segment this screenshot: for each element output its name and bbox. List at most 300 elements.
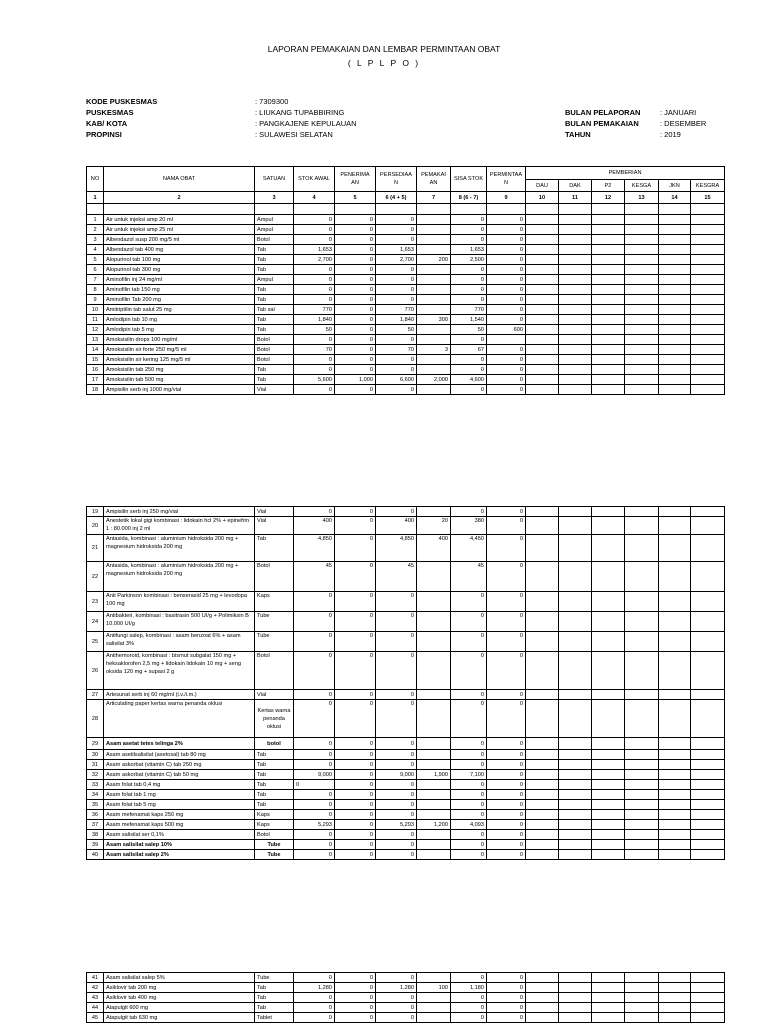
row-number: 42 xyxy=(87,983,104,993)
persediaan: 0 xyxy=(376,700,417,738)
pemberian-cell xyxy=(592,285,625,295)
sisa-stok: 0 xyxy=(451,800,487,810)
drug-name: Articulating paper kertas warna penanda oklusi xyxy=(104,700,255,738)
table-row xyxy=(87,592,725,612)
pemberian-cell xyxy=(526,840,559,850)
pemberian-cell xyxy=(559,235,592,245)
pemberian-cell xyxy=(526,275,559,285)
stok-awal: 0 xyxy=(294,750,335,760)
pemberian-cell xyxy=(691,592,725,612)
row-number: 10 xyxy=(87,305,104,315)
row-number: 3 xyxy=(87,235,104,245)
row-number: 44 xyxy=(87,1003,104,1013)
row-number: 1 xyxy=(87,215,104,225)
persediaan: 1,840 xyxy=(376,315,417,325)
spacer-row xyxy=(87,204,725,215)
pemberian-cell xyxy=(659,562,691,592)
row-number: 19 xyxy=(87,507,104,517)
info-value: : LIUKANG TUPABBIRING xyxy=(255,108,345,117)
pemberian-cell xyxy=(526,315,559,325)
row-number: 13 xyxy=(87,335,104,345)
pemberian-cell xyxy=(659,325,691,335)
pemberian-cell xyxy=(592,993,625,1003)
stok-awal: 5,600 xyxy=(294,375,335,385)
permintaan: 0 xyxy=(487,770,526,780)
unit: Tab xyxy=(255,983,294,993)
permintaan: 0 xyxy=(487,760,526,770)
pemberian-cell xyxy=(592,235,625,245)
drug-name: Asam asetat tetes telinga 2% xyxy=(104,738,255,750)
unit: Kertas warna penanda oklusi xyxy=(255,700,294,738)
pemberian-cell xyxy=(592,830,625,840)
permintaan: 0 xyxy=(487,790,526,800)
drug-name: Amoksisilin sir kering 125 mg/5 ml xyxy=(104,355,255,365)
pemberian-cell xyxy=(625,700,659,738)
row-number: 35 xyxy=(87,800,104,810)
pemberian-cell xyxy=(625,973,659,983)
pemakaian xyxy=(417,305,451,315)
pemberian-cell xyxy=(659,335,691,345)
header-pemberian: PEMBERIAN xyxy=(526,167,725,180)
unit: Tab xyxy=(255,790,294,800)
row-number: 26 xyxy=(87,652,104,690)
unit: Tube xyxy=(255,632,294,652)
pemberian-cell xyxy=(559,275,592,285)
pemberian-cell xyxy=(625,385,659,395)
pemberian-cell xyxy=(691,562,725,592)
pemberian-cell xyxy=(691,973,725,983)
pemberian-cell xyxy=(526,215,559,225)
pemberian-cell xyxy=(691,295,725,305)
permintaan: 600 xyxy=(487,325,526,335)
drug-name: Air untuk injeksi amp 20 ml xyxy=(104,215,255,225)
penerimaan: 0 xyxy=(335,215,376,225)
unit: Tab xyxy=(255,800,294,810)
penerimaan: 0 xyxy=(335,345,376,355)
unit: Tube xyxy=(255,973,294,983)
sisa-stok: 0 xyxy=(451,790,487,800)
table-row xyxy=(87,973,725,983)
row-number: 36 xyxy=(87,810,104,820)
pemberian-cell xyxy=(526,820,559,830)
pemakaian xyxy=(417,993,451,1003)
pemberian-cell xyxy=(625,738,659,750)
pemberian-cell xyxy=(659,592,691,612)
unit: Botol xyxy=(255,562,294,592)
pemakaian xyxy=(417,652,451,690)
pemberian-cell xyxy=(592,385,625,395)
pemberian-cell xyxy=(659,355,691,365)
permintaan: 0 xyxy=(487,800,526,810)
pemberian-cell xyxy=(526,592,559,612)
pemberian-cell xyxy=(559,1003,592,1013)
table-row xyxy=(87,612,725,632)
pemberian-cell xyxy=(625,562,659,592)
pemberian-cell xyxy=(592,1003,625,1013)
sisa-stok: 4,093 xyxy=(451,820,487,830)
table-row xyxy=(87,993,725,1003)
sisa-stok: 0 xyxy=(451,385,487,395)
pemberian-cell xyxy=(691,612,725,632)
drug-name: Atapulgit 600 mg xyxy=(104,1003,255,1013)
pemberian-cell xyxy=(526,345,559,355)
unit: Botol xyxy=(255,345,294,355)
stok-awal: 0 xyxy=(294,632,335,652)
pemberian-cell xyxy=(559,562,592,592)
row-number: 7 xyxy=(87,275,104,285)
sisa-stok: 0 xyxy=(451,993,487,1003)
pemberian-cell xyxy=(625,315,659,325)
info-value: : PANGKAJENE KEPULAUAN xyxy=(255,119,357,128)
pemberian-cell xyxy=(659,800,691,810)
header-number: 7 xyxy=(417,192,451,204)
pemberian-cell xyxy=(559,850,592,860)
penerimaan: 0 xyxy=(335,840,376,850)
pemberian-cell xyxy=(691,840,725,850)
drug-name: Aminofilin tab 150 mg xyxy=(104,285,255,295)
pemberian-cell xyxy=(559,592,592,612)
drug-name: Asam mefenamat kaps 500 mg xyxy=(104,820,255,830)
pemberian-cell xyxy=(625,335,659,345)
pemberian-cell xyxy=(691,225,725,235)
info-right-labels xyxy=(565,107,640,140)
drug-name: Air untuk injeksi amp 25 ml xyxy=(104,225,255,235)
table-row xyxy=(87,1013,725,1023)
penerimaan: 0 xyxy=(335,592,376,612)
pemberian-cell xyxy=(659,652,691,690)
pemberian-cell xyxy=(625,612,659,632)
table-row xyxy=(87,790,725,800)
pemberian-cell xyxy=(559,1013,592,1023)
persediaan: 400 xyxy=(376,517,417,535)
sisa-stok: 0 xyxy=(451,275,487,285)
pemberian-cell xyxy=(526,507,559,517)
pemberian-cell xyxy=(559,738,592,750)
pemakaian: 20 xyxy=(417,517,451,535)
pemberian-cell xyxy=(625,993,659,1003)
pemberian-cell xyxy=(526,335,559,345)
sisa-stok: 0 xyxy=(451,750,487,760)
drug-name: Antifungi salep, kombinasi : asam benzoat 6% + asam salisilat 3% xyxy=(104,632,255,652)
row-number: 25 xyxy=(87,632,104,652)
penerimaan: 0 xyxy=(335,265,376,275)
info-label: KODE PUSKESMAS xyxy=(86,97,158,106)
header-stok-awal: STOK AWAL xyxy=(294,167,335,192)
pemberian-cell xyxy=(559,652,592,690)
stok-awal: 0 xyxy=(294,365,335,375)
unit: Tab xyxy=(255,993,294,1003)
row-number: 27 xyxy=(87,690,104,700)
pemberian-cell xyxy=(526,385,559,395)
drug-name: Asam folat tab 5 mg xyxy=(104,800,255,810)
pemberian-cell xyxy=(592,790,625,800)
unit: Botol xyxy=(255,830,294,840)
pemberian-cell xyxy=(691,993,725,1003)
permintaan: 0 xyxy=(487,255,526,265)
permintaan: 0 xyxy=(487,265,526,275)
sisa-stok: 0 xyxy=(451,285,487,295)
header-sisa-stok: SISA STOK xyxy=(451,167,487,192)
pemakaian xyxy=(417,810,451,820)
row-number: 15 xyxy=(87,355,104,365)
pemakaian xyxy=(417,840,451,850)
pemberian-cell xyxy=(559,800,592,810)
pemberian-cell xyxy=(691,345,725,355)
sisa-stok: 2,500 xyxy=(451,255,487,265)
penerimaan: 0 xyxy=(335,690,376,700)
row-number: 8 xyxy=(87,285,104,295)
unit: Botol xyxy=(255,335,294,345)
pemberian-cell xyxy=(625,770,659,780)
permintaan: 0 xyxy=(487,315,526,325)
penerimaan: 0 xyxy=(335,820,376,830)
unit: Vial xyxy=(255,690,294,700)
pemberian-cell xyxy=(526,375,559,385)
pemberian-cell xyxy=(559,973,592,983)
stok-awal: 4,850 xyxy=(294,535,335,562)
pemberian-cell xyxy=(691,830,725,840)
permintaan: 0 xyxy=(487,295,526,305)
permintaan: 0 xyxy=(487,850,526,860)
unit: Tablet xyxy=(255,1013,294,1023)
pemberian-cell xyxy=(659,225,691,235)
pemakaian xyxy=(417,385,451,395)
pemberian-cell xyxy=(592,810,625,820)
table-row xyxy=(87,375,725,385)
persediaan: 4,850 xyxy=(376,535,417,562)
pemberian-cell xyxy=(526,738,559,750)
pemberian-cell xyxy=(559,993,592,1003)
pemberian-cell xyxy=(592,1013,625,1023)
info-value: : SULAWESI SELATAN xyxy=(255,130,333,139)
stok-awal: 0 xyxy=(294,592,335,612)
unit: botol xyxy=(255,738,294,750)
pemberian-cell xyxy=(559,632,592,652)
persediaan: 0 xyxy=(376,750,417,760)
pemakaian: 100 xyxy=(417,983,451,993)
sisa-stok: 0 xyxy=(451,612,487,632)
row-number: 30 xyxy=(87,750,104,760)
pemberian-cell xyxy=(526,562,559,592)
row-number: 16 xyxy=(87,365,104,375)
pemberian-cell xyxy=(559,285,592,295)
persediaan: 0 xyxy=(376,800,417,810)
table-row xyxy=(87,850,725,860)
persediaan: 0 xyxy=(376,275,417,285)
drug-name: Antihemoroid, kombinasi : bismut subgalat 150 mg + heksaklorofen 2,5 mg + lidokain lidokain 10 mg + seng oksida 120 mg + supasi 2 g xyxy=(104,652,255,690)
pemberian-cell xyxy=(691,335,725,345)
row-number: 40 xyxy=(87,850,104,860)
stok-awal: 0 xyxy=(294,225,335,235)
pemberian-cell xyxy=(659,840,691,850)
persediaan: 1,280 xyxy=(376,983,417,993)
pemberian-cell xyxy=(526,800,559,810)
table-row xyxy=(87,365,725,375)
persediaan: 9,000 xyxy=(376,770,417,780)
stok-awal: 0 xyxy=(294,295,335,305)
pemakaian xyxy=(417,592,451,612)
permintaan: 0 xyxy=(487,973,526,983)
penerimaan: 0 xyxy=(335,850,376,860)
unit: Kaps xyxy=(255,820,294,830)
stok-awal: 70 xyxy=(294,345,335,355)
table-row xyxy=(87,738,725,750)
unit: Tab xyxy=(255,375,294,385)
pemberian-cell xyxy=(559,265,592,275)
drug-name: Antibakteri, kombinasi : basitrasin 500 UI/g + Polimiksin B 10.000 UI/g xyxy=(104,612,255,632)
pemberian-cell xyxy=(625,215,659,225)
stok-awal: 0 xyxy=(294,235,335,245)
sisa-stok: 0 xyxy=(451,738,487,750)
header-number: 8 (6 - 7) xyxy=(451,192,487,204)
pemberian-cell xyxy=(526,700,559,738)
pemberian-cell xyxy=(526,983,559,993)
sisa-stok: 7,100 xyxy=(451,770,487,780)
row-number: 24 xyxy=(87,612,104,632)
stok-awal: 0 xyxy=(294,215,335,225)
pemberian-cell xyxy=(592,375,625,385)
pemberian-cell xyxy=(625,305,659,315)
penerimaan: 0 xyxy=(335,770,376,780)
header-number: 4 xyxy=(294,192,335,204)
sisa-stok: 4,600 xyxy=(451,375,487,385)
drug-name: Anti Parkinson kombinasi : benserasid 25 mg + levodopa 100 mg xyxy=(104,592,255,612)
pemberian-cell xyxy=(592,780,625,790)
pemberian-cell xyxy=(659,973,691,983)
table-row xyxy=(87,840,725,850)
header-pemakaian: PEMAKAI AN xyxy=(417,167,451,192)
stok-awal: 400 xyxy=(294,517,335,535)
permintaan: 0 xyxy=(487,562,526,592)
pemberian-cell xyxy=(526,305,559,315)
stok-awal: 0 xyxy=(294,652,335,690)
pemberian-cell xyxy=(559,760,592,770)
pemberian-cell xyxy=(559,535,592,562)
stok-awal: 0 xyxy=(294,335,335,345)
unit: Vial xyxy=(255,385,294,395)
pemberian-cell xyxy=(659,535,691,562)
pemberian-cell xyxy=(592,840,625,850)
penerimaan: 0 xyxy=(335,335,376,345)
drug-name: Amoksisilin drops 100 mg/ml xyxy=(104,335,255,345)
persediaan: 0 xyxy=(376,592,417,612)
pemberian-cell xyxy=(592,535,625,562)
pemberian-cell xyxy=(526,355,559,365)
pemberian-cell xyxy=(592,335,625,345)
pemberian-cell xyxy=(691,800,725,810)
pemberian-cell xyxy=(691,1003,725,1013)
sisa-stok: 0 xyxy=(451,295,487,305)
row-number: 29 xyxy=(87,738,104,750)
permintaan: 0 xyxy=(487,517,526,535)
table-row xyxy=(87,215,725,225)
table-row xyxy=(87,820,725,830)
row-number: 2 xyxy=(87,225,104,235)
pemakaian: 1,200 xyxy=(417,820,451,830)
pemberian-cell xyxy=(559,750,592,760)
stok-awal: 0 xyxy=(294,973,335,983)
pemakaian xyxy=(417,790,451,800)
row-number: 17 xyxy=(87,375,104,385)
header-number: 15 xyxy=(691,192,725,204)
permintaan: 0 xyxy=(487,235,526,245)
drug-name: Aminofilin Tab 200 mg xyxy=(104,295,255,305)
pemakaian: 1,900 xyxy=(417,770,451,780)
pemberian-cell xyxy=(625,535,659,562)
pemberian-cell xyxy=(592,983,625,993)
pemberian-cell xyxy=(691,315,725,325)
pemberian-cell xyxy=(691,780,725,790)
sisa-stok: 1,653 xyxy=(451,245,487,255)
pemberian-cell xyxy=(592,760,625,770)
pemakaian xyxy=(417,973,451,983)
drug-name: Amlodipin tab 10 mg xyxy=(104,315,255,325)
drug-name: Alopurinol tab 300 mg xyxy=(104,265,255,275)
drug-name: Amoksisilin tab 500 mg xyxy=(104,375,255,385)
header-dau: DAU xyxy=(526,180,559,192)
row-number: 33 xyxy=(87,780,104,790)
penerimaan: 0 xyxy=(335,983,376,993)
sisa-stok: 4,450 xyxy=(451,535,487,562)
sisa-stok: 380 xyxy=(451,517,487,535)
pemberian-cell xyxy=(691,275,725,285)
pemberian-cell xyxy=(691,375,725,385)
sisa-stok: 770 xyxy=(451,305,487,315)
pemberian-cell xyxy=(625,840,659,850)
pemberian-cell xyxy=(659,507,691,517)
row-number: 34 xyxy=(87,790,104,800)
row-number: 38 xyxy=(87,830,104,840)
permintaan: 0 xyxy=(487,535,526,562)
pemberian-cell xyxy=(592,305,625,315)
pemakaian xyxy=(417,295,451,305)
persediaan: 70 xyxy=(376,345,417,355)
stok-awal: 0 xyxy=(294,850,335,860)
permintaan: 0 xyxy=(487,375,526,385)
pemakaian xyxy=(417,800,451,810)
persediaan: 0 xyxy=(376,1013,417,1023)
pemakaian xyxy=(417,612,451,632)
drug-name: Alopurinol tab 100 mg xyxy=(104,255,255,265)
unit: Kaps xyxy=(255,810,294,820)
pemberian-cell xyxy=(691,1013,725,1023)
sisa-stok: 50 xyxy=(451,325,487,335)
pemberian-cell xyxy=(659,993,691,1003)
table-row xyxy=(87,760,725,770)
drug-name: Asam salisilat salep 10% xyxy=(104,840,255,850)
pemberian-cell xyxy=(625,265,659,275)
pemberian-cell xyxy=(691,325,725,335)
info-label: PROPINSI xyxy=(86,130,122,139)
pemberian-cell xyxy=(592,507,625,517)
pemberian-cell xyxy=(592,225,625,235)
info-label: PUSKESMAS xyxy=(86,108,134,117)
table-row xyxy=(87,562,725,592)
pemberian-cell xyxy=(625,375,659,385)
pemberian-cell xyxy=(526,760,559,770)
pemberian-cell xyxy=(691,535,725,562)
sisa-stok: 0 xyxy=(451,365,487,375)
table-row xyxy=(87,285,725,295)
pemberian-cell xyxy=(691,750,725,760)
row-number: 5 xyxy=(87,255,104,265)
info-value: : DESEMBER xyxy=(660,119,707,128)
header-number: 3 xyxy=(255,192,294,204)
pemberian-cell xyxy=(691,385,725,395)
pemberian-cell xyxy=(592,800,625,810)
row-number: 14 xyxy=(87,345,104,355)
pemberian-cell xyxy=(625,790,659,800)
